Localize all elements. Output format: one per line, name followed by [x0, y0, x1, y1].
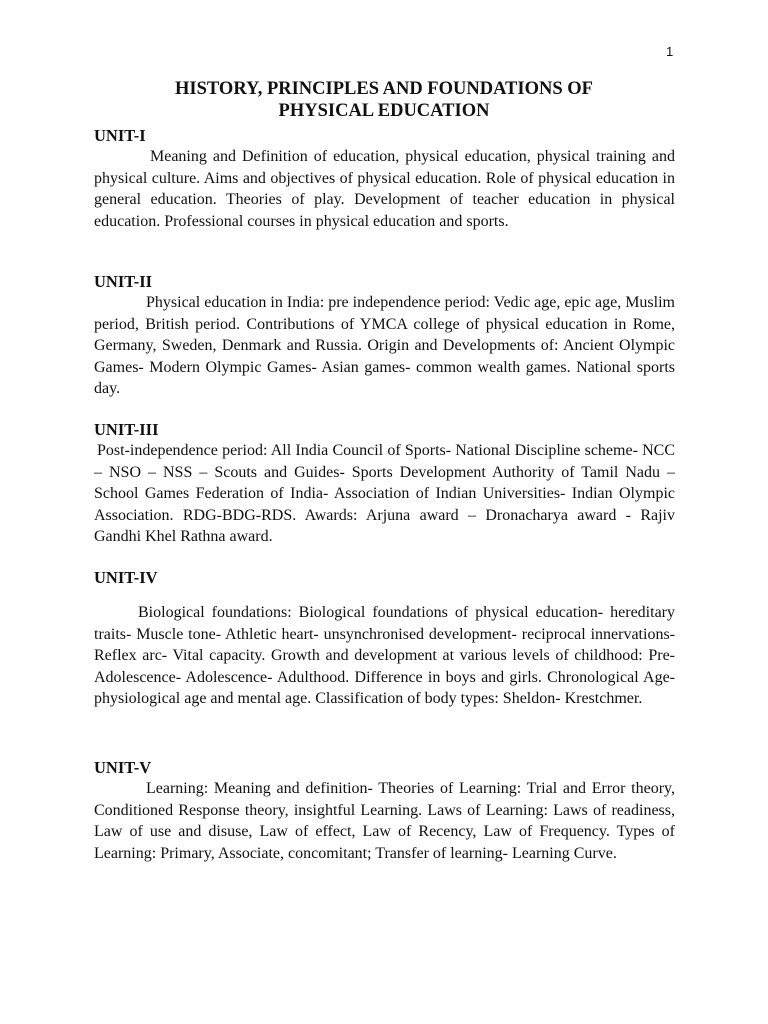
unit-1-heading: UNIT-I [94, 126, 146, 145]
unit-1-body: Meaning and Definition of education, physical education, physical training and physical culture. Aims and objectives of physical education. Role of physical education in general education. Theories of play. Development of teacher education in physical education. Professional courses in physical education and sports. [94, 148, 675, 230]
unit-5-body: Learning: Meaning and definition- Theories of Learning: Trial and Error theory, Conditioned Response theory, insightful Learning. Laws of Learning: Laws of readiness, Law of use and disuse, Law of effect, Law of Recency, Law of Frequency. Types of Learning: Primary, Associate, concomitant; Transfer of learning- Learning Curve. [94, 780, 675, 862]
unit-3-section [94, 419, 675, 548]
page-title-line-1: HISTORY, PRINCIPLES AND FOUNDATIONS OF [175, 79, 593, 99]
unit-3-heading: UNIT-III [94, 420, 159, 439]
unit-5-heading: UNIT-V [94, 758, 152, 777]
unit-1-section [94, 125, 675, 232]
unit-2-body: Physical education in India: pre independence period: Vedic age, epic age, Muslim period, British period. Contributions of YMCA college of physical education in Rome, Germany, Sweden, Denmark and Russia. Origin and Developments of: Ancient Olympic Games- Modern Olympic Games- Asian games- common wealth games. National sports day. [94, 294, 675, 397]
unit-2-section [94, 271, 675, 400]
unit-4-heading: UNIT-IV [94, 568, 158, 587]
unit-4-section [94, 567, 675, 710]
page-number: 1 [666, 44, 674, 59]
unit-4-body: Biological foundations: Biological foundations of physical education- hereditary traits- Muscle tone- Athletic heart- unsynchronised development- reciprocal innervations- Reflex arc- Vital capacity. Growth and development at various levels of childhood: Pre-Adolescence- Adolescence- Adulthood. Difference in boys and girls. Chronological Age- physiological age and mental age. Classification of body types: Sheldon- Krestchmer. [94, 604, 675, 707]
page-title-line-2: PHYSICAL EDUCATION [278, 101, 490, 121]
page-title [0, 78, 768, 122]
unit-2-heading: UNIT-II [94, 272, 153, 291]
unit-5-section [94, 757, 675, 864]
unit-3-body: Post-independence period: All India Council of Sports- National Discipline scheme- NCC – NSO – NSS – Scouts and Guides- Sports Development Authority of Tamil Nadu – School Games Federation of India- Association of Indian Universities- Indian Olympic Association. RDG-BDG-RDS. Awards: Arjuna award – Dronacharya award - Rajiv Gandhi Khel Rathna award. [94, 442, 675, 545]
